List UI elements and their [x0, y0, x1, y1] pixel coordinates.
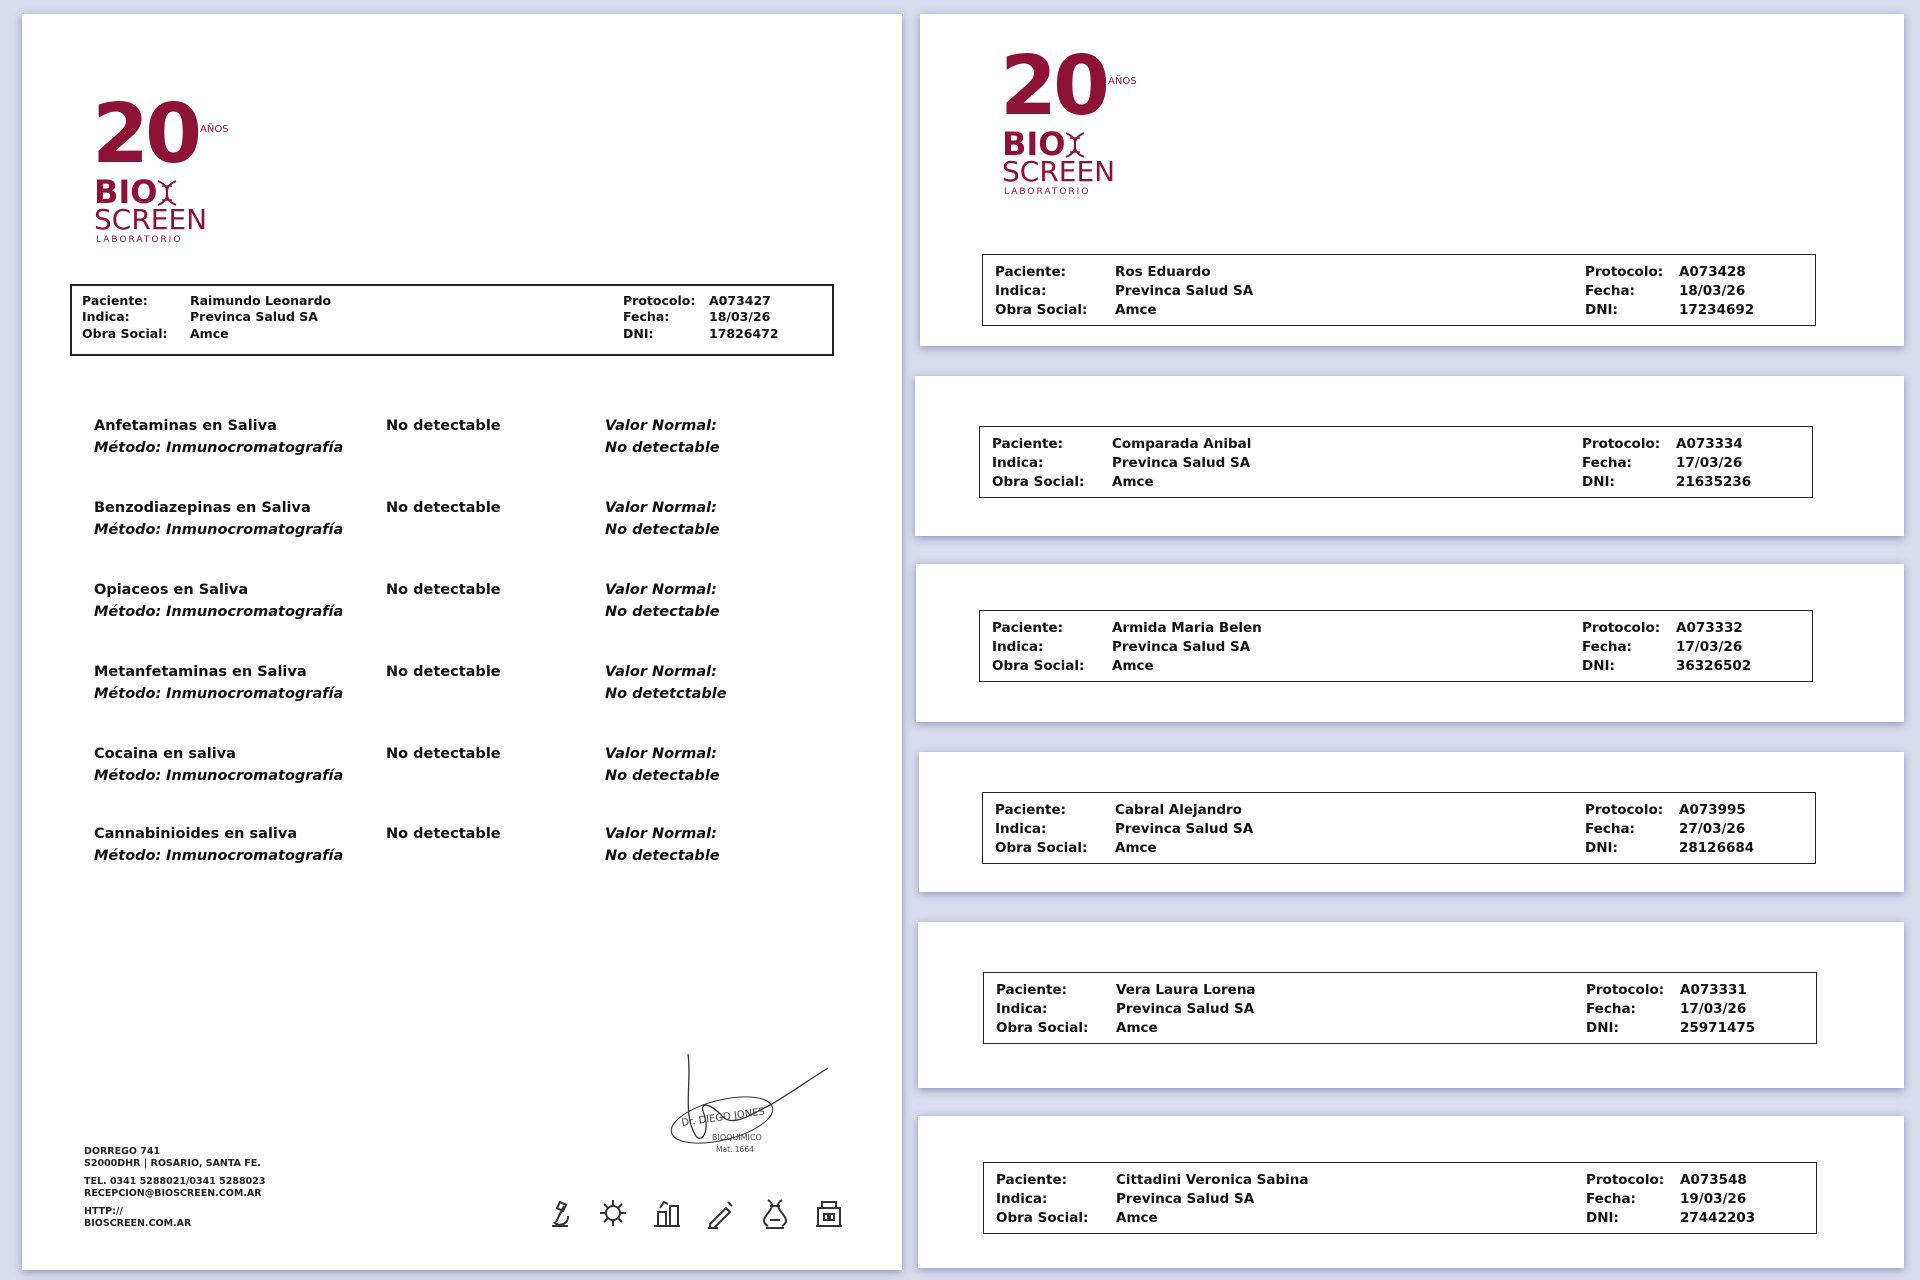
test-result: No detectable — [386, 418, 501, 434]
insurance-label: Obra Social: — [996, 1020, 1089, 1036]
patient-name: Vera Laura Lorena — [1116, 982, 1256, 998]
pipette-icon — [704, 1196, 738, 1230]
test-name: Cannabinioides en saliva — [94, 826, 298, 842]
patient-name: Armida Maria Belen — [1112, 620, 1262, 636]
insurance-value: Amce — [1112, 658, 1154, 674]
report-page-2 — [915, 376, 1904, 536]
dni-value: 27442203 — [1680, 1210, 1756, 1226]
patient-label: Paciente: — [995, 802, 1067, 818]
protocol-value: A073427 — [709, 293, 771, 308]
date-value: 19/03/26 — [1680, 1191, 1747, 1207]
normal-value: No detectable — [605, 768, 720, 784]
patient-name: Cittadini Veronica Sabina — [1116, 1172, 1309, 1188]
date-label: Fecha: — [1586, 1001, 1636, 1017]
dni-label: DNI: — [1585, 302, 1618, 318]
dni-value: 17234692 — [1679, 302, 1755, 318]
normal-value-label: Valor Normal: — [605, 418, 717, 434]
report-page-5 — [918, 922, 1904, 1088]
logo-screen: SCREEN — [1002, 155, 1116, 188]
logo-bio: BIO — [1002, 125, 1066, 163]
report-page-1 — [920, 14, 1904, 346]
logo-years: AÑOS — [200, 124, 229, 135]
patient-info-box — [983, 972, 1817, 1044]
patient-label: Paciente: — [995, 264, 1067, 280]
logo-number: 20 — [92, 87, 199, 182]
footer-phone: TEL. 0341 5288021/0341 5288023 — [84, 1176, 266, 1187]
footer-icons — [542, 1196, 846, 1230]
dni-label: DNI: — [1585, 840, 1618, 856]
indication-value: Previnca Salud SA — [1112, 455, 1251, 471]
signature-stamp — [652, 1044, 832, 1164]
indication-value: Previnca Salud SA — [1116, 1191, 1255, 1207]
insurance-value: Amce — [1112, 474, 1154, 490]
insurance-label: Obra Social: — [82, 326, 168, 341]
protocol-label: Protocolo: — [1582, 620, 1661, 636]
dni-label: DNI: — [1586, 1210, 1619, 1226]
footer-address-1: DORREGO 741 — [84, 1146, 161, 1157]
patient-label: Paciente: — [992, 620, 1064, 636]
logo-laboratorio: LABORATORIO — [1004, 187, 1091, 197]
test-row — [94, 418, 834, 470]
test-name: Cocaina en saliva — [94, 746, 236, 762]
test-result: No detectable — [386, 664, 501, 680]
dna-strand-icon — [758, 1196, 792, 1230]
patient-label: Paciente: — [996, 982, 1068, 998]
insurance-label: Obra Social: — [992, 658, 1085, 674]
method-label: Método: — [94, 848, 162, 864]
patient-name: Cabral Alejandro — [1115, 802, 1242, 818]
normal-value: No detectable — [605, 848, 720, 864]
patient-info-box — [70, 284, 834, 356]
method-label: Método: — [94, 686, 162, 702]
footer-address-2: S2000DHR | ROSARIO, SANTA FE. — [84, 1158, 261, 1169]
insurance-label: Obra Social: — [992, 474, 1085, 490]
dni-label: DNI: — [1582, 474, 1615, 490]
indication-label: Indica: — [992, 639, 1044, 655]
normal-value: No detectable — [605, 522, 720, 538]
main-report-page — [22, 14, 902, 1270]
insurance-value: Amce — [1116, 1020, 1158, 1036]
normal-value-label: Valor Normal: — [605, 826, 717, 842]
patient-name: Comparada Anibal — [1112, 436, 1252, 452]
method-value: Inmunocromatografía — [166, 768, 344, 784]
test-result: No detectable — [386, 826, 501, 842]
indication-label: Indica: — [82, 309, 130, 324]
date-value: 17/03/26 — [1676, 455, 1743, 471]
date-label: Fecha: — [1582, 639, 1632, 655]
indication-label: Indica: — [996, 1191, 1048, 1207]
protocol-label: Protocolo: — [623, 293, 696, 308]
protocol-label: Protocolo: — [1585, 802, 1664, 818]
insurance-value: Amce — [1115, 840, 1157, 856]
method-label: Método: — [94, 768, 162, 784]
test-result: No detectable — [386, 746, 501, 762]
patient-info-box — [979, 426, 1813, 498]
patient-label: Paciente: — [992, 436, 1064, 452]
date-value: 27/03/26 — [1679, 821, 1746, 837]
test-row — [94, 664, 834, 716]
protocol-label: Protocolo: — [1582, 436, 1661, 452]
normal-value-label: Valor Normal: — [605, 500, 717, 516]
insurance-label: Obra Social: — [995, 302, 1088, 318]
insurance-label: Obra Social: — [995, 840, 1088, 856]
indication-value: Previnca Salud SA — [1112, 639, 1251, 655]
test-result: No detectable — [386, 582, 501, 598]
date-label: Fecha: — [1586, 1191, 1636, 1207]
normal-value-label: Valor Normal: — [605, 746, 717, 762]
dni-label: DNI: — [623, 326, 654, 341]
logo-laboratorio: LABORATORIO — [96, 235, 183, 245]
indication-value: Previnca Salud SA — [1116, 1001, 1255, 1017]
normal-value-label: Valor Normal: — [605, 664, 717, 680]
patient-info-box — [982, 792, 1816, 864]
indication-label: Indica: — [992, 455, 1044, 471]
protocol-value: A073548 — [1680, 1172, 1747, 1188]
patient-label: Paciente: — [996, 1172, 1068, 1188]
test-name: Metanfetaminas en Saliva — [94, 664, 307, 680]
date-value: 17/03/26 — [1680, 1001, 1747, 1017]
dni-label: DNI: — [1586, 1020, 1619, 1036]
protocol-label: Protocolo: — [1585, 264, 1664, 280]
report-page-4 — [919, 752, 1904, 892]
lab-equipment-icon — [650, 1196, 684, 1230]
date-value: 17/03/26 — [1676, 639, 1743, 655]
logo-screen: SCREEN — [94, 203, 208, 236]
method-label: Método: — [94, 440, 162, 456]
patient-name: Raimundo Leonardo — [190, 293, 332, 308]
virus-icon — [596, 1196, 630, 1230]
footer-web: BIOSCREEN.COM.AR — [84, 1218, 192, 1229]
date-value: 18/03/26 — [709, 309, 771, 324]
method-value: Inmunocromatografía — [166, 440, 344, 456]
patient-info-box — [983, 1162, 1817, 1234]
method-value: Inmunocromatografía — [166, 686, 344, 702]
test-row — [94, 746, 834, 798]
method-value: Inmunocromatografía — [166, 604, 344, 620]
insurance-label: Obra Social: — [996, 1210, 1089, 1226]
insurance-value: Amce — [1116, 1210, 1158, 1226]
footer-contact — [84, 1146, 265, 1230]
indication-value: Previnca Salud SA — [190, 309, 318, 324]
protocol-value: A073332 — [1676, 620, 1743, 636]
normal-value: No detectable — [605, 604, 720, 620]
indication-value: Previnca Salud SA — [1115, 283, 1254, 299]
test-row — [94, 500, 834, 552]
method-value: Inmunocromatografía — [166, 848, 344, 864]
date-label: Fecha: — [623, 309, 670, 324]
insurance-value: Amce — [190, 326, 229, 341]
footer-web-prefix: HTTP:// — [84, 1206, 123, 1217]
test-name: Benzodiazepinas en Saliva — [94, 500, 311, 516]
test-row — [94, 826, 834, 878]
bioscreen-logo — [1000, 39, 1140, 197]
logo-number: 20 — [1000, 39, 1107, 134]
patient-info-box — [982, 254, 1816, 326]
protocol-value: A073428 — [1679, 264, 1746, 280]
date-value: 18/03/26 — [1679, 283, 1746, 299]
indication-label: Indica: — [995, 283, 1047, 299]
protocol-value: A073331 — [1680, 982, 1747, 998]
test-row — [94, 582, 834, 634]
date-label: Fecha: — [1582, 455, 1632, 471]
dni-value: 28126684 — [1679, 840, 1755, 856]
bioscreen-logo — [92, 87, 232, 245]
normal-value: No detectable — [605, 440, 720, 456]
indication-label: Indica: — [996, 1001, 1048, 1017]
test-name: Anfetaminas en Saliva — [94, 418, 277, 434]
protocol-label: Protocolo: — [1586, 1172, 1665, 1188]
dni-label: DNI: — [1582, 658, 1615, 674]
building-icon — [812, 1196, 846, 1230]
protocol-value: A073995 — [1679, 802, 1746, 818]
method-value: Inmunocromatografía — [166, 522, 344, 538]
normal-value: No detetctable — [605, 686, 727, 702]
report-page-3 — [916, 564, 1904, 722]
method-label: Método: — [94, 604, 162, 620]
footer-email: RECEPCION@BIOSCREEN.COM.AR — [84, 1188, 262, 1199]
indication-value: Previnca Salud SA — [1115, 821, 1254, 837]
dni-value: 17826472 — [709, 326, 779, 341]
signature-name: Dr. DIEGO JONES — [680, 1106, 766, 1129]
normal-value-label: Valor Normal: — [605, 582, 717, 598]
test-name: Opiaceos en Saliva — [94, 582, 249, 598]
insurance-value: Amce — [1115, 302, 1157, 318]
protocol-label: Protocolo: — [1586, 982, 1665, 998]
dni-value: 25971475 — [1680, 1020, 1756, 1036]
date-label: Fecha: — [1585, 283, 1635, 299]
microscope-icon — [542, 1196, 576, 1230]
date-label: Fecha: — [1585, 821, 1635, 837]
dni-value: 21635236 — [1676, 474, 1752, 490]
patient-label: Paciente: — [82, 293, 148, 308]
test-result: No detectable — [386, 500, 501, 516]
dni-value: 36326502 — [1676, 658, 1752, 674]
logo-years: AÑOS — [1108, 76, 1137, 87]
indication-label: Indica: — [995, 821, 1047, 837]
protocol-value: A073334 — [1676, 436, 1743, 452]
patient-info-box — [979, 610, 1813, 682]
report-page-6 — [918, 1116, 1904, 1268]
signature-mat: Mat. 1664 — [716, 1145, 754, 1154]
signature-title: BIOQUÍMICO — [712, 1133, 762, 1142]
patient-name: Ros Eduardo — [1115, 264, 1211, 280]
logo-bio: BIO — [94, 173, 158, 211]
method-label: Método: — [94, 522, 162, 538]
